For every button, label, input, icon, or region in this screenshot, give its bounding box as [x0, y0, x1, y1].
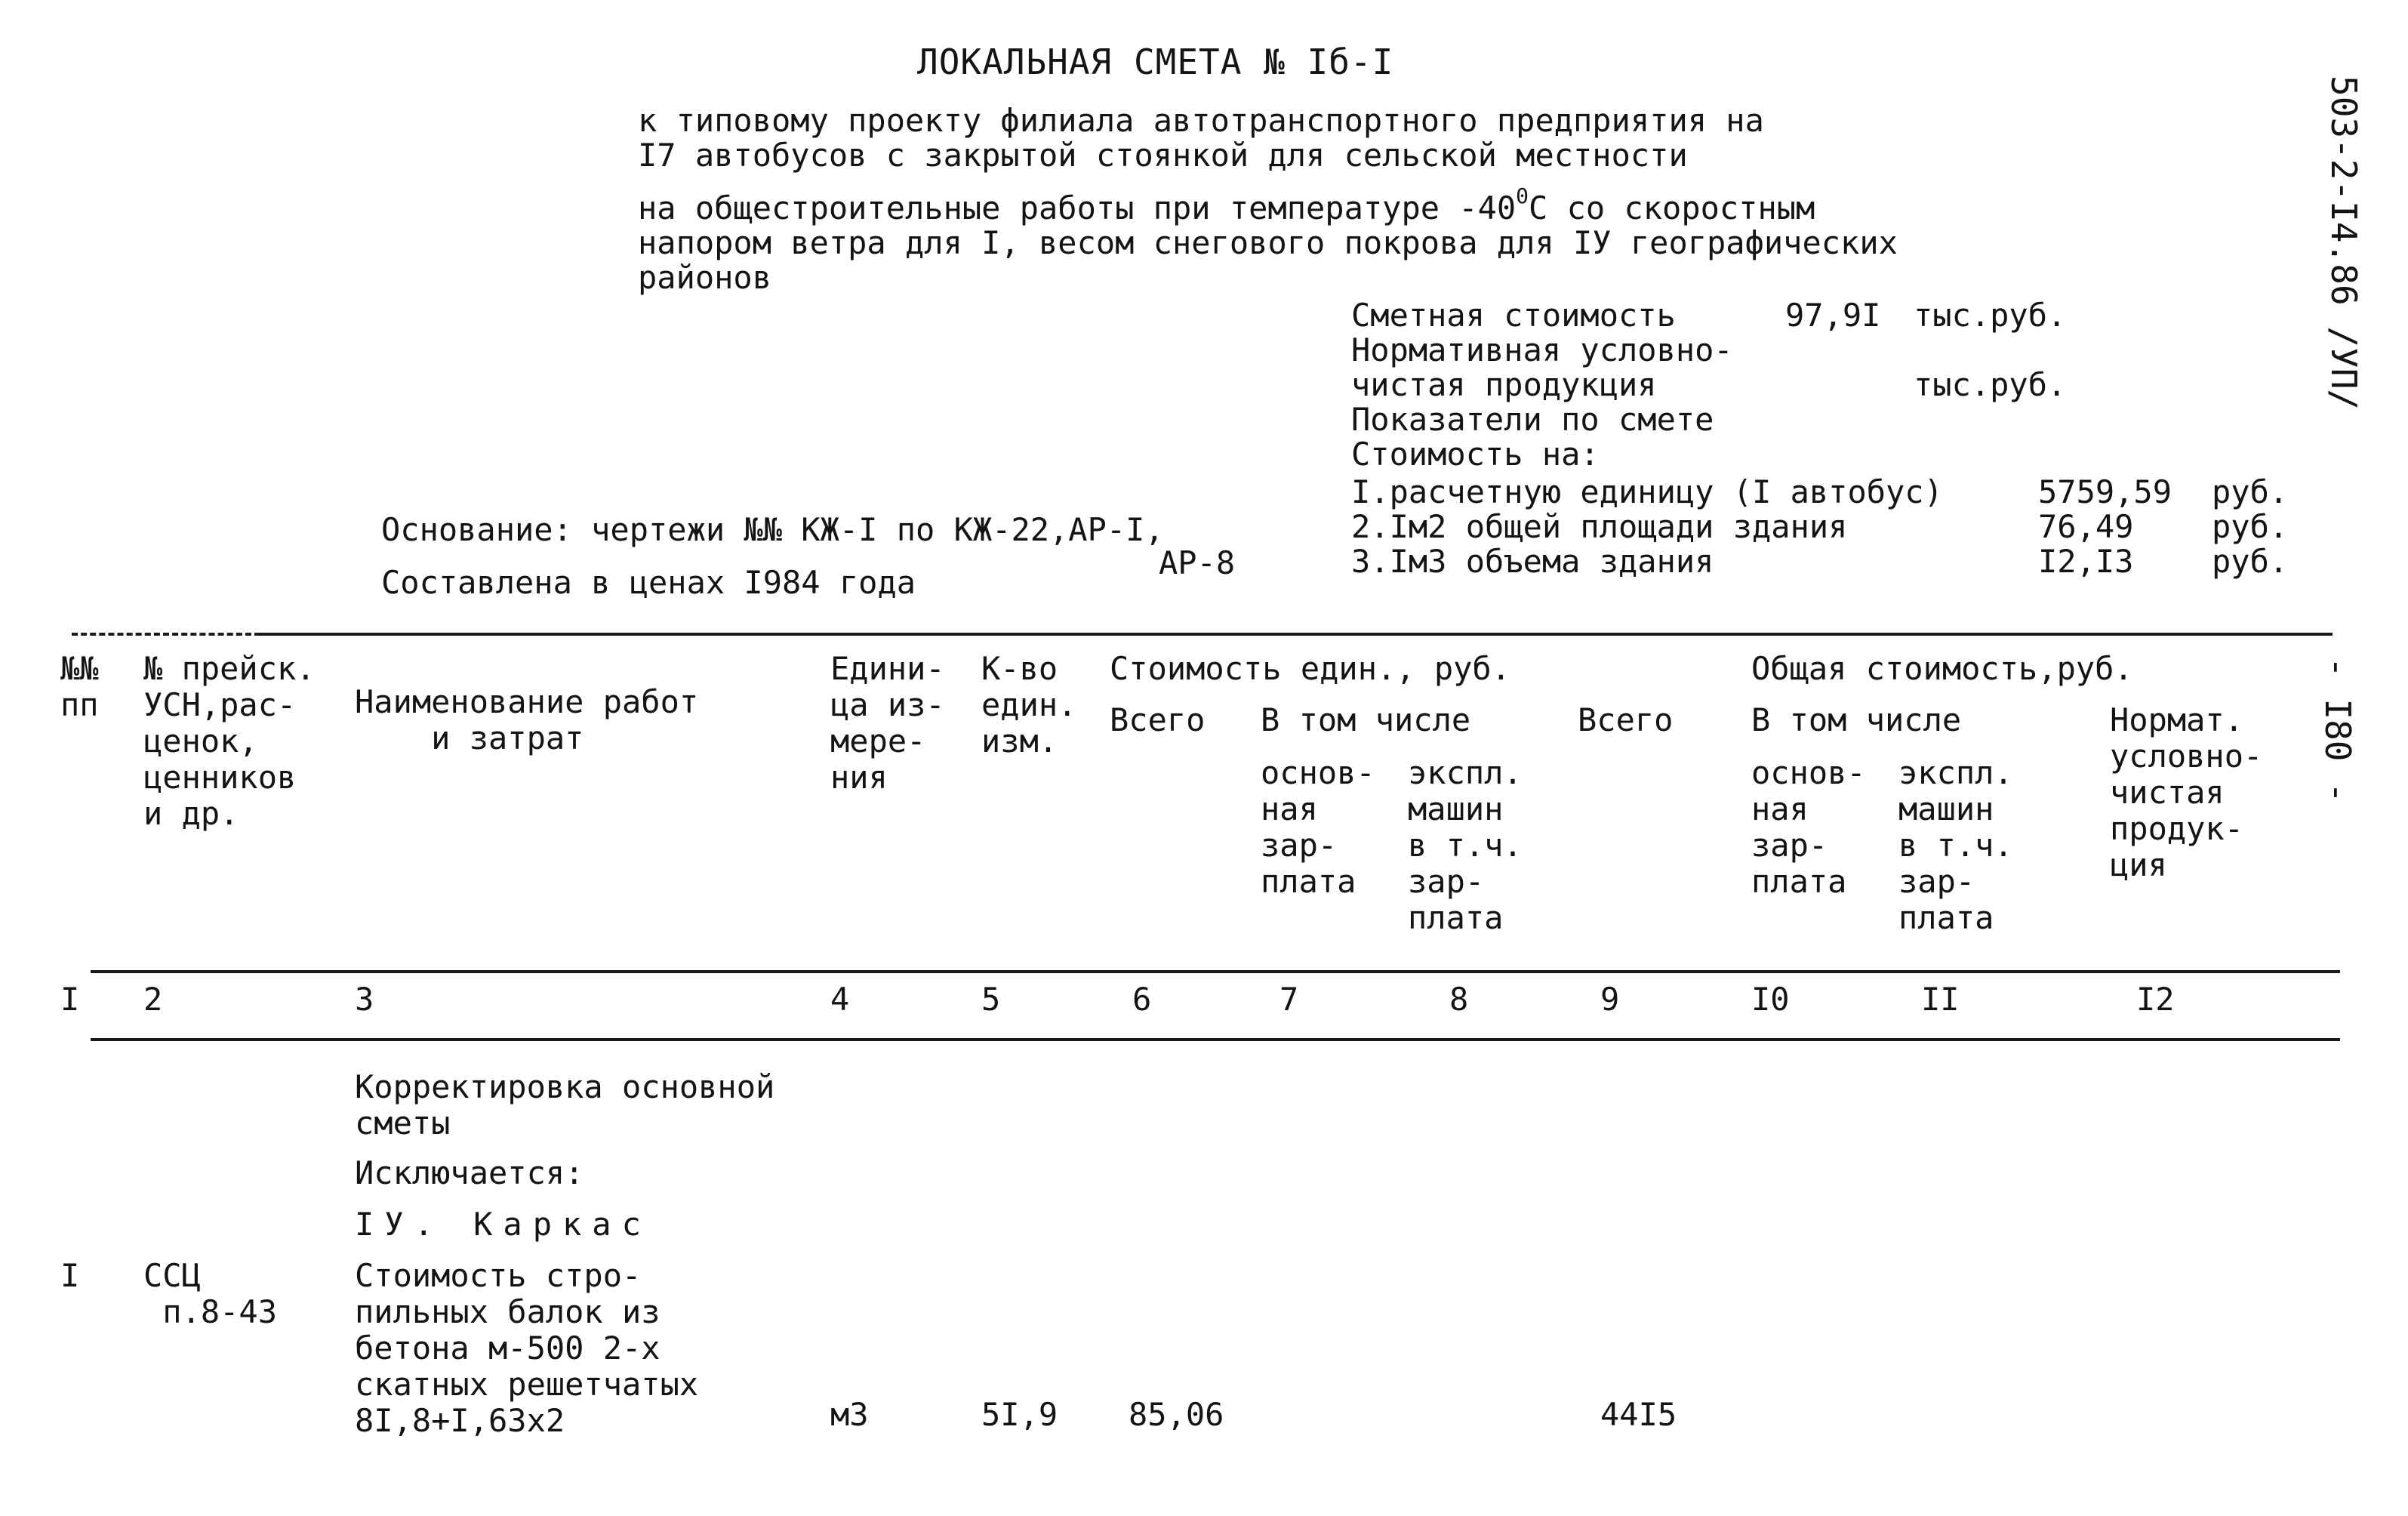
- header-bottom-rule: [91, 970, 2340, 973]
- header-col-2: № прейск. УСН,рас- ценок, ценников и др.: [143, 650, 316, 832]
- header-including-1: В том числе: [1261, 701, 1471, 738]
- header-col-1: №№ пп: [60, 650, 99, 723]
- header-col-10: основ- ная зар- плата: [1751, 754, 1866, 900]
- indicator-3-label: 3.Iм3 объема здания: [1351, 543, 1714, 580]
- conditions-line-1: [638, 183, 1815, 226]
- header-col-11: экспл. машин в т.ч. зар- плата: [1898, 754, 2013, 936]
- header-col-6: Всего: [1110, 701, 1206, 738]
- subtitle-line-1: к типовому проекту филиала автотранспортного предприятия на: [638, 102, 1764, 139]
- indicator-2-label: 2.Iм2 общей площади здания: [1351, 508, 1848, 545]
- section-frame: IУ. Каркас: [355, 1206, 651, 1243]
- conditions-line-2: напором ветра для I, весом снегового покрова для IУ географических: [638, 224, 1898, 261]
- table-top-dashed-rule: [72, 633, 260, 636]
- colnum-6: 6: [1132, 981, 1152, 1018]
- section-correction: Корректировка основной сметы: [355, 1068, 775, 1142]
- document-title: ЛОКАЛЬНАЯ СМЕТА № Iб-I: [917, 42, 1394, 82]
- header-col-9: Всего: [1578, 701, 1674, 738]
- row-1-qty: 5I,9: [981, 1396, 1058, 1433]
- row-1-ref: ССЦ п.8-43: [143, 1257, 278, 1330]
- indicator-3-unit: руб.: [2212, 543, 2289, 580]
- table-top-rule: [260, 633, 2333, 636]
- row-1-name: Стоимость стро- пильных балок из бетона м-500 2-х скатных решетчатых 8I,8+I,63х2: [355, 1257, 699, 1439]
- indicator-2-value: 76,49: [2038, 508, 2134, 545]
- conditions-line-3: районов: [638, 259, 772, 296]
- colnum-5: 5: [981, 981, 1001, 1018]
- cost-value: 97,9I: [1785, 297, 1881, 334]
- colnum-12: I2: [2136, 981, 2175, 1018]
- page-number: - I80 -: [2317, 657, 2358, 803]
- header-col-12: Нормат. условно- чистая продук- ция: [2110, 701, 2263, 883]
- indicator-1-label: I.расчетную единицу (I автобус): [1351, 473, 1943, 510]
- colnum-10: I0: [1751, 981, 1790, 1018]
- header-col-4: Едини- ца из- мере- ния: [830, 650, 945, 796]
- norm-label-2: чистая продукция: [1351, 366, 1657, 403]
- row-1-unit: м3: [830, 1396, 869, 1433]
- conditions-tail: С со скоростным: [1529, 190, 1815, 226]
- conditions-text: на общестроительные работы при температуре -40: [638, 190, 1517, 226]
- colnum-9: 9: [1600, 981, 1620, 1018]
- header-including-2: В том числе: [1751, 701, 1962, 738]
- header-col-3: Наименование работ и затрат: [355, 683, 699, 756]
- indicator-2-unit: руб.: [2212, 508, 2289, 545]
- basis-line: Основание: чертежи №№ КЖ-I по КЖ-22,АР-I,: [381, 511, 1164, 548]
- indicators-label: Показатели по смете: [1351, 401, 1714, 438]
- colnum-bottom-rule: [91, 1038, 2340, 1041]
- cost-per-label: Стоимость на:: [1351, 436, 1600, 473]
- degree-sup: 0: [1516, 183, 1529, 208]
- norm-unit: тыс.руб.: [1914, 366, 2067, 403]
- colnum-2: 2: [143, 981, 163, 1018]
- row-1-num: I: [60, 1257, 80, 1294]
- colnum-8: 8: [1449, 981, 1469, 1018]
- side-document-code: 503-2-I4.86 /УП/: [2323, 75, 2364, 411]
- norm-label-1: Нормативная условно-: [1351, 331, 1733, 368]
- header-col-7: основ- ная зар- плата: [1261, 754, 1375, 900]
- indicator-3-value: I2,I3: [2038, 543, 2134, 580]
- header-col-8: экспл. машин в т.ч. зар- плата: [1408, 754, 1523, 936]
- subtitle-line-2: I7 автобусов с закрытой стоянкой для сельской местности: [638, 137, 1688, 174]
- colnum-4: 4: [830, 981, 850, 1018]
- header-total-cost-group: Общая стоимость,руб.: [1751, 650, 2133, 687]
- cost-unit: тыс.руб.: [1914, 297, 2067, 334]
- cost-label: Сметная стоимость: [1351, 297, 1676, 334]
- colnum-7: 7: [1279, 981, 1299, 1018]
- indicator-1-value: 5759,59: [2038, 473, 2172, 510]
- prices-line: Составлена в ценах I984 года: [381, 564, 916, 601]
- section-excluded: Исключается:: [355, 1154, 584, 1191]
- indicator-1-unit: руб.: [2212, 473, 2289, 510]
- basis-line-2: АР-8: [1159, 544, 1236, 581]
- colnum-3: 3: [355, 981, 374, 1018]
- colnum-11: II: [1921, 981, 1960, 1018]
- header-col-5: К-во един. изм.: [981, 650, 1077, 760]
- header-unit-cost-group: Стоимость един., руб.: [1110, 650, 1511, 687]
- row-1-unit-total: 85,06: [1129, 1396, 1224, 1433]
- row-1-total: 44I5: [1600, 1396, 1677, 1433]
- colnum-1: I: [60, 981, 80, 1018]
